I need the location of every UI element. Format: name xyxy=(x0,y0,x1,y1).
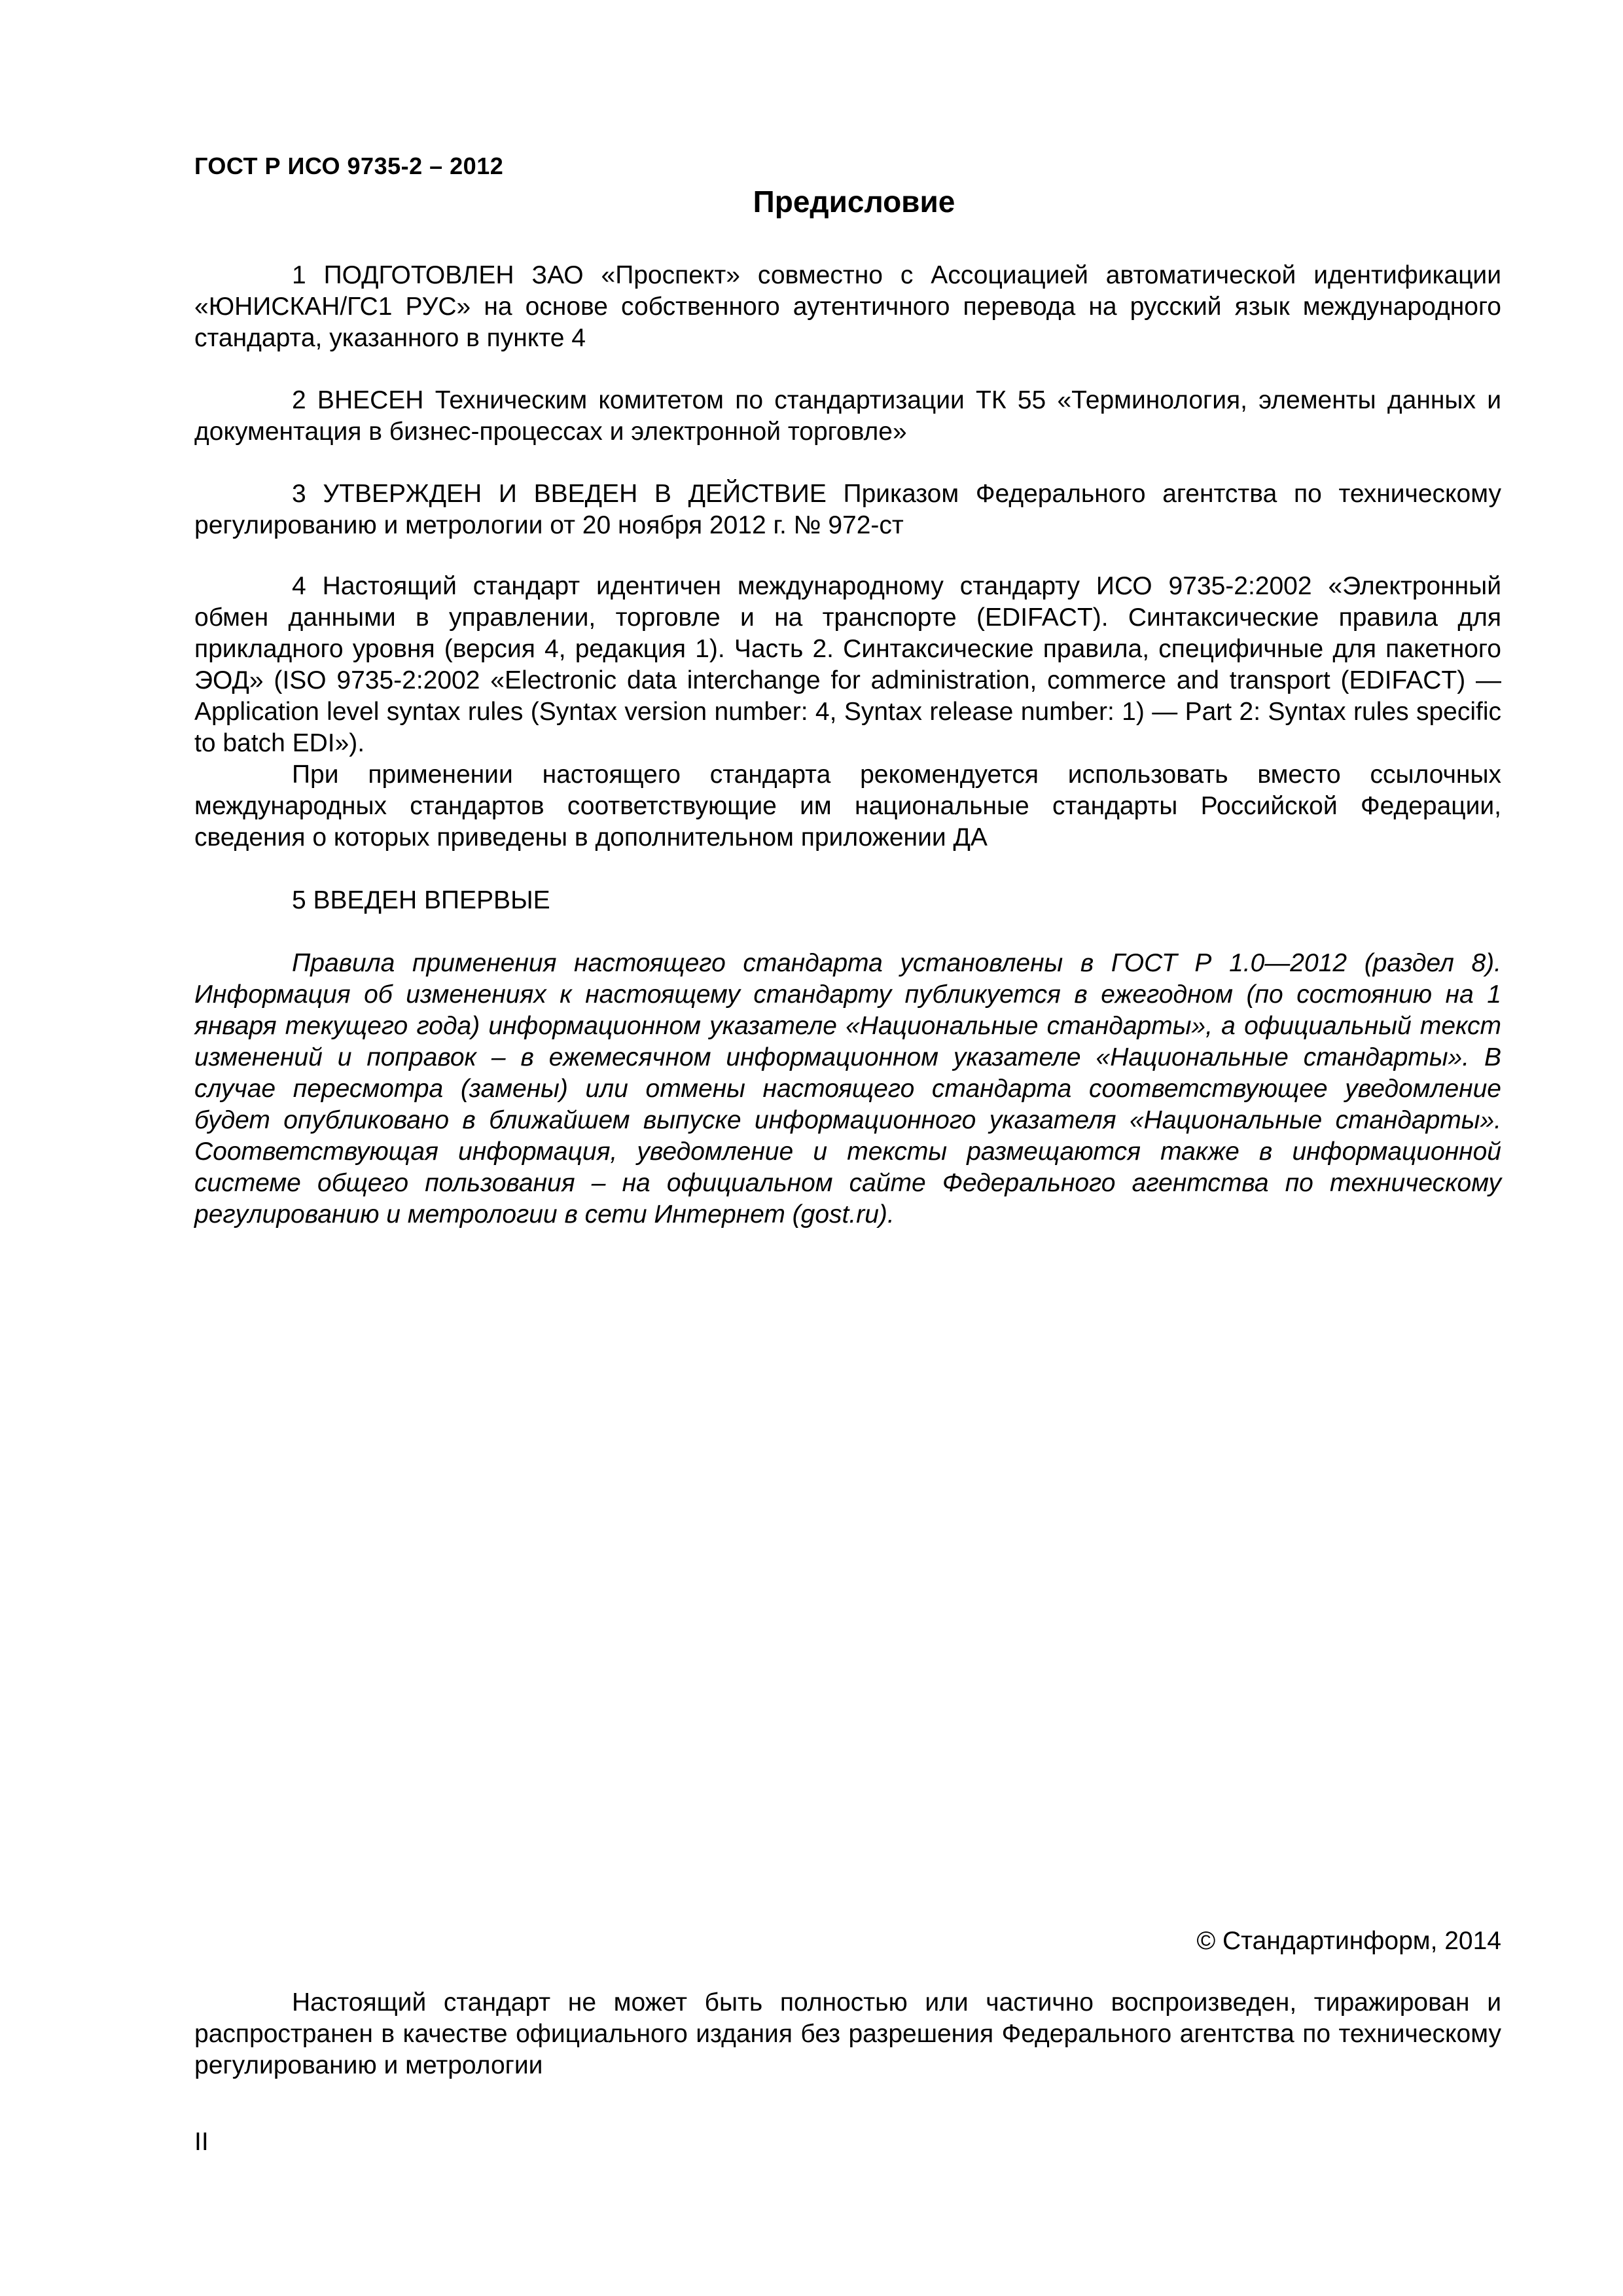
paragraph-3-block xyxy=(194,478,1501,541)
reproduction-notice: Настоящий стандарт не может быть полностью или частично воспроизведен, тиражирован и распространен в качестве официального издания без разрешения Федерального агентства по техническому регулированию и метрологии xyxy=(194,1988,1501,2079)
copyright: © Стандартинформ, 2014 xyxy=(1196,1927,1501,1955)
paragraph-first-introduced: 5 ВВЕДЕН ВПЕРВЫЕ xyxy=(292,886,550,914)
page-title: Предисловие xyxy=(753,185,955,219)
paragraph-recommendation: При применении настоящего стандарта рекомендуется использовать вместо ссылочных международных стандартов соответствующие им национальные стандарты Российской Федерации, сведения о которых приведены в дополнительном приложении ДА xyxy=(194,761,1501,852)
paragraph-application-rules: Правила применения настоящего стандарта установлены в ГОСТ Р 1.0—2012 (раздел 8). Информация об изменениях к настоящему стандарту публикуется в ежегодном (по состоянию на 1 января текущего года) информационном указателе «Национальные стандарты», а официальный текст изменений и поправок – в ежемесячном информационном указателе «Национальные стандарты». В случае пересмотра (замены) или отмены настоящего стандарта соответствующее уведомление будет опубликовано в ближайшем выпуске информационного указателя «Национальные стандарты». Соответствующая информация, уведомление и тексты размещаются также в информационной системе общего пользования – на официальном сайте Федерального агентства по техническому регулированию и метрологии в сети Интернет (gost.ru). xyxy=(194,949,1501,1229)
paragraph-prepared: 1 ПОДГОТОВЛЕН ЗАО «Проспект» совместно с Ассоциацией автоматической идентификации «ЮНИСКАН/ГС1 РУС» на основе собственного аутентичного перевода на русский язык международного стандарта, указанного в пункте 4 xyxy=(194,261,1501,352)
paragraph-4-block xyxy=(194,571,1501,853)
paragraph-approved: 3 УТВЕРЖДЕН И ВВЕДЕН В ДЕЙСТВИЕ Приказом Федерального агентства по техническому регулированию и метрологии от 20 ноября 2012 г. № 972-ст xyxy=(194,480,1501,539)
paragraph-identical-standard: 4 Настоящий стандарт идентичен международному стандарту ИСО 9735-2:2002 «Электронный обмен данными в управлении, торговле и на транспорте (EDIFACT). Синтаксические правила для прикладного уровня (версия 4, редакция 1). Часть 2. Синтаксические правила, специфичные для пакетного ЭОД» (ISO 9735-2:2002 «Electronic data interchange for administration, commerce and transport (EDIFACT) — Application level syntax rules (Syntax version number: 4, Syntax release number: 1) — Part 2: Syntax rules specific to batch EDI»). xyxy=(194,572,1501,757)
page-number: II xyxy=(194,2128,209,2156)
paragraph-1-block xyxy=(194,260,1501,354)
document-code: ГОСТ Р ИСО 9735-2 – 2012 xyxy=(194,152,504,179)
rules-block xyxy=(194,948,1501,1230)
notice-block xyxy=(194,1987,1501,2081)
paragraph-5-block xyxy=(194,885,1501,916)
paragraph-2-block xyxy=(194,385,1501,448)
paragraph-introduced: 2 ВНЕСЕН Техническим комитетом по стандартизации ТК 55 «Терминология, элементы данных и документация в бизнес-процессах и электронной торговле» xyxy=(194,386,1501,446)
